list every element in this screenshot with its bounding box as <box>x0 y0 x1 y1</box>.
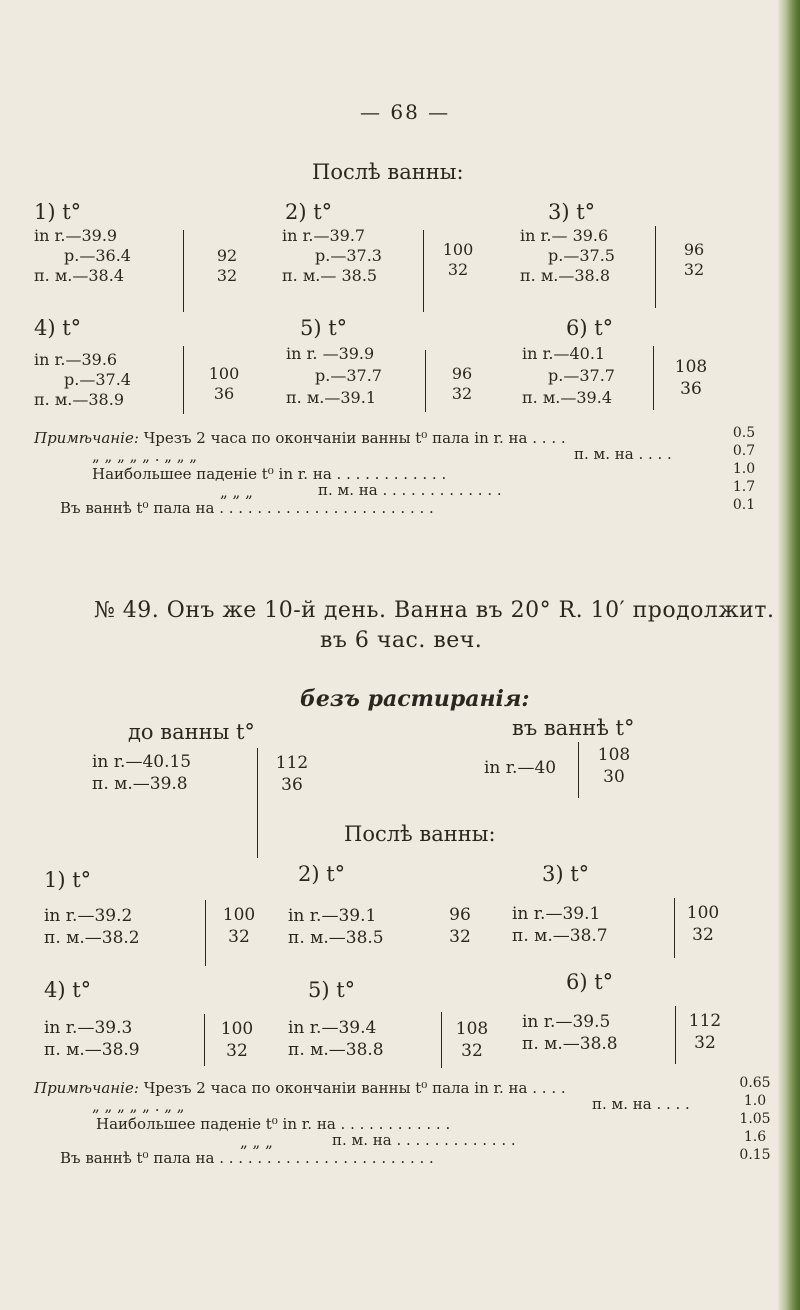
entry49-subhead: безъ растиранія: <box>300 686 530 712</box>
s1-cell6-title: 6) t° <box>566 316 614 340</box>
s1-cell1-values <box>207 246 247 286</box>
s2-cell5-value2: 32 <box>461 1041 483 1061</box>
s2-note-value1: 0.65 <box>739 1075 771 1091</box>
s1-cell5-title: 5) t° <box>300 316 348 340</box>
s1-cell1-value1: 92 <box>216 246 238 265</box>
s2-note-values <box>734 1074 776 1164</box>
s1-cell2-title: 2) t° <box>285 200 333 224</box>
s1-cell3-line1: in r.— 39.6 <box>520 226 609 245</box>
s1-note-value3: 1.0 <box>732 461 756 477</box>
s2-cell2-value1: 96 <box>449 905 471 925</box>
s2-cell3-line1: in r.—39.1 <box>512 904 601 924</box>
s2-cell1-line2: п. м.—38.2 <box>44 928 140 948</box>
s1-cell2-divider <box>423 230 424 312</box>
s1-cell6-divider <box>653 346 654 410</box>
s1-cell4-line2: p.—37.4 <box>64 370 131 389</box>
s1-cell1-line1: in r.—39.9 <box>34 226 118 245</box>
s1-note-text5: Въ ваннѣ t⁰ пала на . . . . . . . . . . . . . . . . . . . . . . . <box>60 499 434 517</box>
during-bath-divider <box>578 742 579 798</box>
during-bath-value1: 108 <box>597 745 631 765</box>
s2-cell4-values <box>214 1018 260 1062</box>
s2-note-text3: Наибольшее паденіе t⁰ in r. на . . . . . . . . . . . . <box>96 1115 451 1133</box>
s2-cell6-values <box>682 1010 728 1054</box>
s1-note-line1 <box>34 430 566 447</box>
s1-note-text2: п. м. на . . . . <box>574 445 672 463</box>
s2-cell5-value1: 108 <box>455 1019 489 1039</box>
s1-note-ditto: „ „ „ „ „ . „ „ „ <box>92 447 198 465</box>
s2-cell4-title: 4) t° <box>44 978 92 1002</box>
s2-cell6-line2: п. м.—38.8 <box>522 1034 618 1054</box>
s1-cell6-values <box>666 356 716 400</box>
s1-cell6-value1: 108 <box>674 357 708 377</box>
s2-cell5-line1: in r.—39.4 <box>288 1018 377 1038</box>
s1-cell5-line2: p.—37.7 <box>315 366 382 385</box>
entry49-title-line1: № 49. Онъ же 10-й день. Ванна въ 20° R. 10′ продолжит. <box>94 598 775 623</box>
section2-heading: Послѣ ванны: <box>344 822 496 846</box>
s1-cell3-values <box>672 240 716 280</box>
s1-note-label: Примѣчаніе: <box>34 429 139 447</box>
before-bath-divider <box>257 748 258 858</box>
s1-note-text1: Чрезъ 2 часа по окончаніи ванны t⁰ пала in r. на . . . . <box>143 429 566 447</box>
s2-cell3-value1: 100 <box>686 903 720 923</box>
before-bath-value2: 36 <box>281 775 303 795</box>
s1-cell4-value2: 36 <box>213 384 235 403</box>
during-bath-values <box>592 744 636 788</box>
s2-cell1-value1: 100 <box>222 905 256 925</box>
s1-note-text3: Наибольшее паденіе t⁰ in r. на . . . . . . . . . . . . <box>92 465 447 483</box>
s2-cell2-line2: п. м.—38.5 <box>288 928 384 948</box>
s2-cell1-divider <box>205 900 206 966</box>
s2-note-value2: 1.0 <box>743 1093 767 1109</box>
s2-cell6-value2: 32 <box>694 1033 716 1053</box>
s1-note-ditto2: „ „ „ <box>220 483 253 501</box>
s2-note-line1 <box>34 1080 566 1097</box>
s1-cell2-line2: p.—37.3 <box>315 246 382 265</box>
s1-cell1-line2: p.—36.4 <box>64 246 131 265</box>
s1-cell2-line1: in r.—39.7 <box>282 226 366 245</box>
s2-cell6-line1: in r.—39.5 <box>522 1012 611 1032</box>
s2-note-text4: п. м. на . . . . . . . . . . . . . <box>332 1131 516 1149</box>
during-bath-label: въ ваннѣ t° <box>512 716 635 740</box>
before-bath-line2: п. м.—39.8 <box>92 774 188 794</box>
s2-note-ditto: „ „ „ „ „ . „ „ <box>92 1097 185 1115</box>
during-bath-line: in r.—40 <box>484 758 557 778</box>
s2-note-text5: Въ ваннѣ t⁰ пала на . . . . . . . . . . . . . . . . . . . . . . . <box>60 1149 434 1167</box>
s2-note-value5: 0.15 <box>739 1147 771 1163</box>
s2-cell4-value1: 100 <box>220 1019 254 1039</box>
s2-note-text2: п. м. на . . . . <box>592 1095 690 1113</box>
before-bath-values <box>272 752 312 796</box>
s1-cell3-divider <box>655 226 656 308</box>
s2-cell1-title: 1) t° <box>44 868 92 892</box>
s2-note-ditto2: „ „ „ <box>240 1133 273 1151</box>
s1-cell1-value2: 32 <box>216 266 238 285</box>
before-bath-label: до ванны t° <box>128 720 255 744</box>
before-bath-line1: in r.—40.15 <box>92 752 192 772</box>
page-edge <box>778 0 800 1310</box>
s1-cell1-divider <box>183 230 184 312</box>
s1-cell6-line3: п. м.—39.4 <box>522 388 612 407</box>
s2-cell6-divider <box>675 1006 676 1064</box>
s1-note-value2: 0.7 <box>732 443 756 459</box>
s1-cell1-line3: п. м.—38.4 <box>34 266 124 285</box>
s1-cell5-value2: 32 <box>451 384 473 403</box>
s1-cell4-value1: 100 <box>208 364 240 383</box>
s2-cell2-line1: in r.—39.1 <box>288 906 377 926</box>
s2-cell5-line2: п. м.—38.8 <box>288 1040 384 1060</box>
s1-cell6-line1: in r.—40.1 <box>522 344 606 363</box>
s1-cell3-value2: 32 <box>683 260 705 279</box>
s2-cell2-title: 2) t° <box>298 862 346 886</box>
s2-cell3-value2: 32 <box>692 925 714 945</box>
s2-cell2-value2: 32 <box>449 927 471 947</box>
s2-cell1-values <box>216 904 262 948</box>
s2-cell4-line1: in r.—39.3 <box>44 1018 133 1038</box>
s1-cell2-values <box>436 240 480 280</box>
s1-cell1-title: 1) t° <box>34 200 82 224</box>
s2-note-value4: 1.6 <box>743 1129 767 1145</box>
s2-cell2-values <box>440 904 480 948</box>
s1-cell5-value1: 96 <box>451 364 473 383</box>
s1-cell6-line2: p.—37.7 <box>548 366 615 385</box>
s2-cell4-value2: 32 <box>226 1041 248 1061</box>
before-bath-value1: 112 <box>275 753 309 773</box>
s1-cell4-title: 4) t° <box>34 316 82 340</box>
s2-cell1-line1: in r.—39.2 <box>44 906 133 926</box>
s2-note-label: Примѣчаніе: <box>34 1079 139 1097</box>
s1-cell5-divider <box>425 350 426 412</box>
s2-cell5-title: 5) t° <box>308 978 356 1002</box>
s1-cell5-values <box>442 364 482 404</box>
s2-cell6-title: 6) t° <box>566 970 614 994</box>
s1-cell4-line1: in r.—39.6 <box>34 350 118 369</box>
s1-cell5-line1: in r. —39.9 <box>286 344 375 363</box>
s1-note-value5: 0.1 <box>732 497 756 513</box>
s2-cell6-value1: 112 <box>688 1011 722 1031</box>
s2-cell3-values <box>680 902 726 946</box>
s2-note-text1: Чрезъ 2 часа по окончаніи ванны t⁰ пала in r. на . . . . <box>143 1079 566 1097</box>
s1-note-text4: п. м. на . . . . . . . . . . . . . <box>318 481 502 499</box>
s2-cell5-divider <box>441 1012 442 1068</box>
s2-cell5-values <box>450 1018 494 1062</box>
s2-note-value3: 1.05 <box>739 1111 771 1127</box>
s2-cell3-line2: п. м.—38.7 <box>512 926 608 946</box>
s1-cell2-value2: 32 <box>447 260 469 279</box>
entry49-title-line2: въ 6 час. веч. <box>320 628 483 653</box>
s1-cell3-value1: 96 <box>683 240 705 259</box>
s2-cell4-line2: п. м.—38.9 <box>44 1040 140 1060</box>
s1-cell3-line2: p.—37.5 <box>548 246 615 265</box>
s1-cell4-line3: п. м.—38.9 <box>34 390 124 409</box>
s1-note-values <box>724 424 764 514</box>
page-number: — 68 — <box>360 100 451 124</box>
s1-cell2-line3: п. м.— 38.5 <box>282 266 378 285</box>
s1-cell4-values <box>202 364 246 404</box>
during-bath-value2: 30 <box>603 767 625 787</box>
s2-cell3-title: 3) t° <box>542 862 590 886</box>
s2-cell1-value2: 32 <box>228 927 250 947</box>
s1-note-value1: 0.5 <box>732 425 756 441</box>
s1-cell4-divider <box>183 346 184 414</box>
s1-note-value4: 1.7 <box>732 479 756 495</box>
s1-cell3-line3: п. м.—38.8 <box>520 266 610 285</box>
s1-cell6-value2: 36 <box>680 379 702 399</box>
section1-heading: Послѣ ванны: <box>312 160 464 184</box>
s2-cell3-divider <box>674 898 675 958</box>
s2-cell4-divider <box>204 1014 205 1066</box>
s1-cell3-title: 3) t° <box>548 200 596 224</box>
s1-cell5-line3: п. м.—39.1 <box>286 388 376 407</box>
s1-cell2-value1: 100 <box>442 240 474 259</box>
